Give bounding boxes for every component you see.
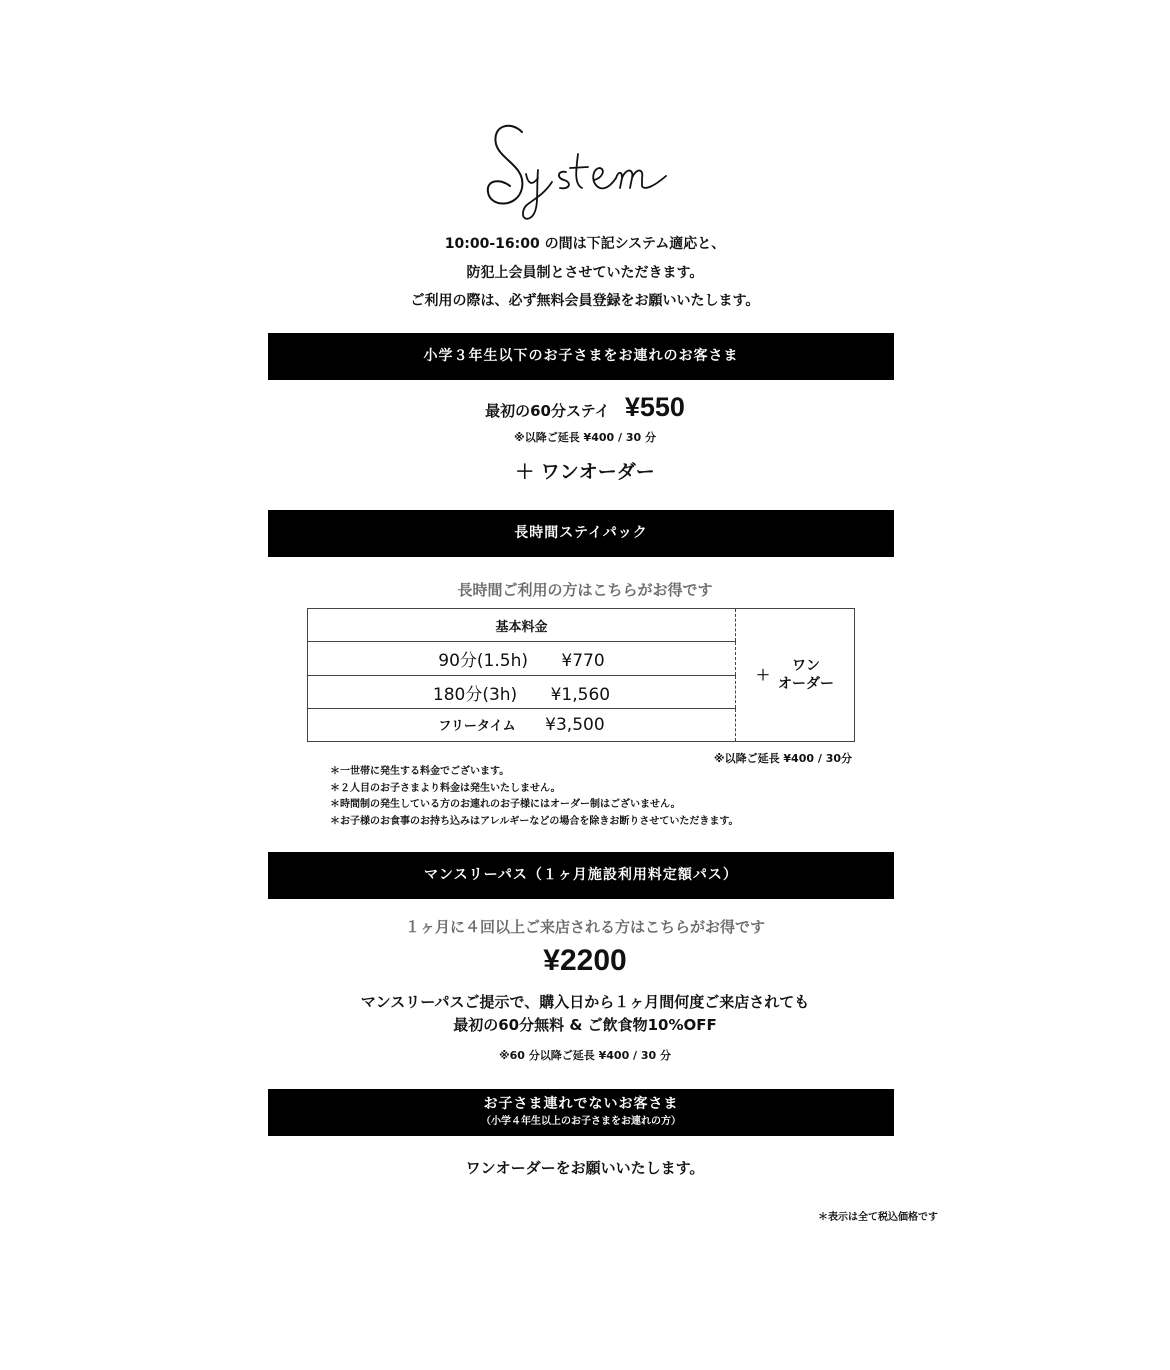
monthly-pass-tagline: １ヶ月に４回以上ご来店される方はこちらがお得です xyxy=(404,918,765,936)
row-price: ¥770 xyxy=(561,651,605,671)
no-kids-heading: お子さま連れでないお客さま xyxy=(483,1096,679,1112)
note-item: ＊お子様のお食事のお持ち込みはアレルギーなどの場合を除きお断りさせていただきます。 xyxy=(330,815,739,827)
note-item: ＊一世帯に発生する料金でございます。 xyxy=(330,766,510,777)
note-item: ＊時間制の発生している方のお連れのお子様にはオーダー制はございません。 xyxy=(330,799,681,810)
row-price: ¥1,560 xyxy=(550,684,611,705)
price-table-side-one-order xyxy=(736,609,855,742)
side-line-2: オーダー xyxy=(778,676,834,692)
section-heading-long-stay-pack: 長時間ステイパック xyxy=(268,510,894,557)
intro-line-1: 10:00-16:00 の間は下記システム適応と、 xyxy=(444,236,726,252)
long-stay-tagline: 長時間ご利用の方はこちらがお得です xyxy=(457,581,713,599)
one-order-plus: ＋ ワンオーダー xyxy=(515,461,655,483)
first-stay-row xyxy=(0,392,1170,423)
one-order-request: ワンオーダーをお願いいたします。 xyxy=(465,1159,705,1177)
section-heading-kids-under-3rd-grade: 小学３年生以下のお子さまをお連れのお客さま xyxy=(268,333,894,380)
tax-inclusive-note: ＊表示は全て税込価格です xyxy=(818,1212,938,1223)
first-stay-label: 最初の60分ステイ xyxy=(485,402,610,420)
price-table-header: 基本料金 xyxy=(308,609,736,642)
row-label: 90分(1.5h) xyxy=(438,651,529,671)
row-label: 180分(3h) xyxy=(432,684,518,705)
no-kids-subheading: （小学４年生以上のお子さまをお連れの方） xyxy=(481,1116,681,1127)
table-row xyxy=(308,676,736,709)
extension-note-3: ※60 分以降ご延長 ¥400 / 30 分 xyxy=(498,1049,672,1062)
intro-line-2: 防犯上会員制とさせていただきます。 xyxy=(466,265,704,281)
section-heading-no-kids xyxy=(268,1089,894,1136)
monthly-pass-desc-1: マンスリーパスご提示で、購入日から１ヶ月間何度ご来店されても xyxy=(360,993,810,1011)
extension-note-1: ※以降ご延長 ¥400 / 30 分 xyxy=(514,431,656,444)
section-heading-monthly-pass: マンスリーパス（１ヶ月施設利用料定額パス） xyxy=(268,852,894,899)
note-item: ＊２人目のお子さまより料金は発生いたしません。 xyxy=(330,782,561,794)
first-stay-price: ¥550 xyxy=(624,392,685,422)
row-price: ¥3,500 xyxy=(545,715,605,735)
table-row xyxy=(308,709,736,742)
monthly-pass-price: ¥2200 xyxy=(543,944,627,977)
system-script-title xyxy=(470,112,700,222)
side-line-1: ワン xyxy=(792,658,820,674)
row-label: フリータイム xyxy=(438,719,516,734)
intro-line-3: ご利用の際は、必ず無料会員登録をお願いいたします。 xyxy=(410,293,760,309)
extension-note-2: ※以降ご延長 ¥400 / 30分 xyxy=(713,752,852,765)
price-table xyxy=(307,608,855,742)
plus-sign: ＋ xyxy=(756,668,770,684)
table-row xyxy=(308,642,736,676)
monthly-pass-desc-2: 最初の60分無料 & ご飲食物10%OFF xyxy=(453,1016,717,1034)
notes-list xyxy=(330,764,739,830)
